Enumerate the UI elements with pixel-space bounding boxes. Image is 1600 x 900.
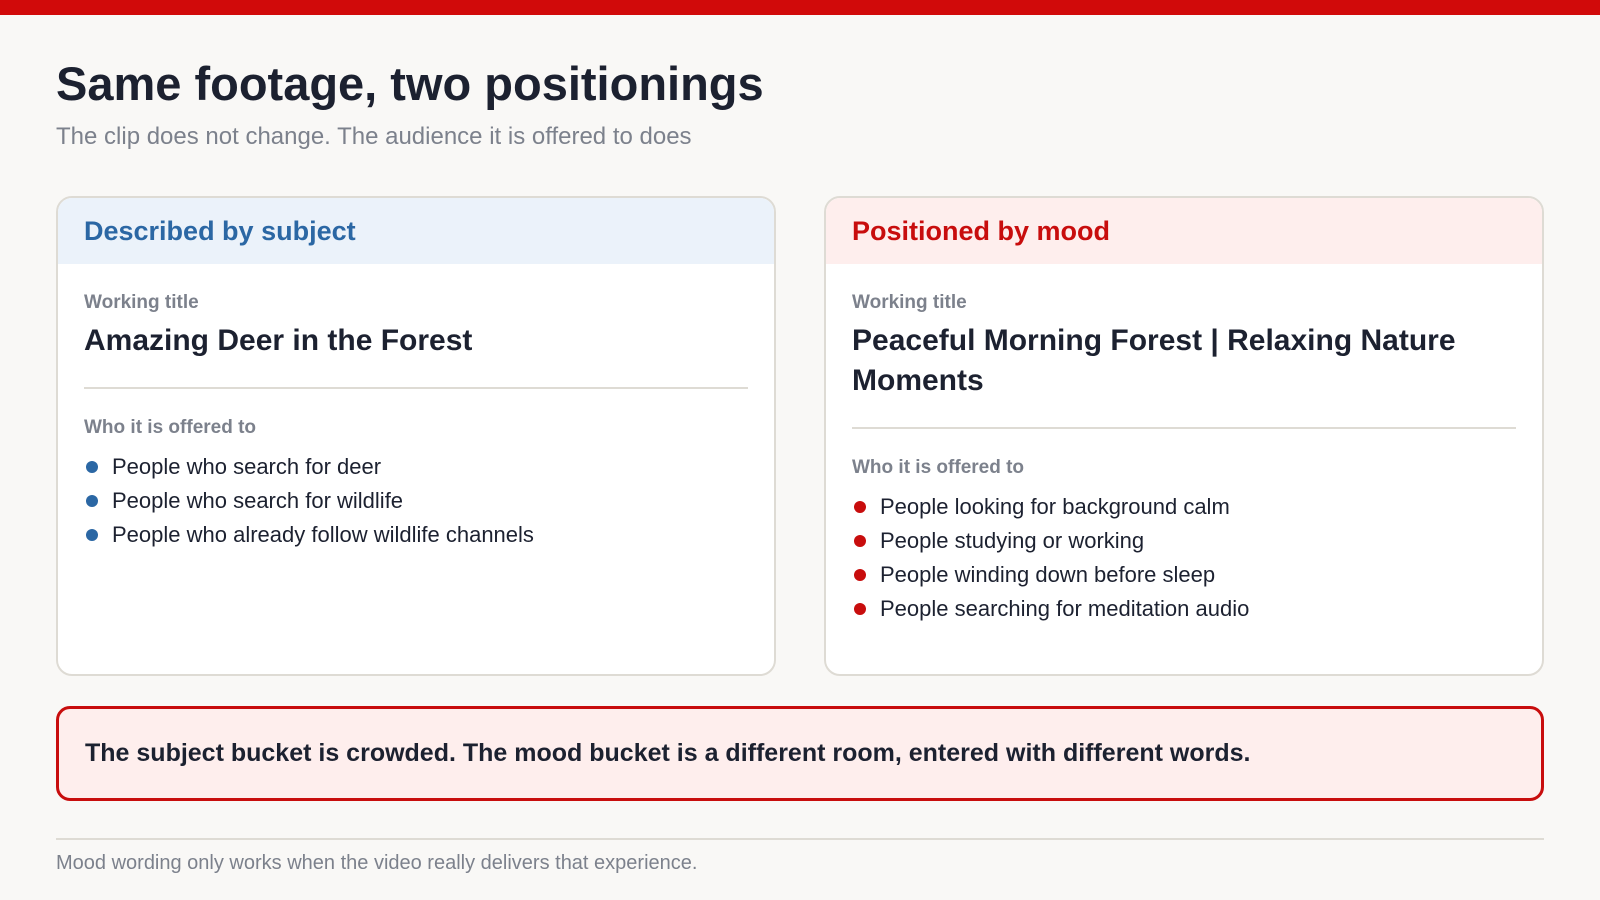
audience-item-label: People who already follow wildlife channels <box>112 522 534 547</box>
audience-item-label: People winding down before sleep <box>880 562 1216 587</box>
audience-item-label: People studying or working <box>880 528 1145 553</box>
bullet-dot-icon <box>854 603 866 615</box>
working-title-label: Working title <box>84 292 199 313</box>
audience-item-label: People looking for background calm <box>880 494 1230 519</box>
offered-to-label: Who it is offered to <box>852 457 1025 478</box>
subject-card-body <box>58 264 774 552</box>
audience-item-label: People who search for wildlife <box>112 488 404 513</box>
audience-item <box>84 450 748 484</box>
working-title-label: Working title <box>852 292 967 313</box>
bullet-dot-icon <box>854 535 866 547</box>
offered-to-label: Who it is offered to <box>84 417 257 438</box>
mood-card-heading: Positioned by mood <box>826 198 1542 264</box>
divider <box>84 387 748 389</box>
top-accent-bar <box>0 0 1600 15</box>
audience-item <box>852 558 1516 592</box>
subject-card <box>56 196 776 676</box>
audience-item-label: People who search for deer <box>112 454 382 479</box>
working-title: Peaceful Morning Forest | Relaxing Nature Moments <box>852 324 1456 397</box>
bullet-dot-icon <box>86 495 98 507</box>
footer-note: Mood wording only works when the video really delivers that experience. <box>56 852 698 874</box>
audience-list <box>852 490 1516 626</box>
divider <box>852 427 1516 429</box>
audience-item <box>852 490 1516 524</box>
subject-card-heading: Described by subject <box>58 198 774 264</box>
bullet-dot-icon <box>854 501 866 513</box>
key-takeaway-callout: The subject bucket is crowded. The mood bucket is a different room, entered with different words. <box>56 706 1544 801</box>
mood-card <box>824 196 1544 676</box>
audience-list <box>84 450 748 552</box>
mood-card-body <box>826 264 1542 626</box>
audience-item <box>84 484 748 518</box>
page-subtitle: The clip does not change. The audience it is offered to does <box>56 123 692 150</box>
audience-item <box>84 518 748 552</box>
bullet-dot-icon <box>86 529 98 541</box>
audience-item <box>852 592 1516 626</box>
page-title: Same footage, two positionings <box>56 57 764 110</box>
bullet-dot-icon <box>854 569 866 581</box>
audience-item <box>852 524 1516 558</box>
footer-divider <box>56 838 1544 840</box>
bullet-dot-icon <box>86 461 98 473</box>
audience-item-label: People searching for meditation audio <box>880 596 1250 621</box>
working-title: Amazing Deer in the Forest <box>84 324 473 357</box>
